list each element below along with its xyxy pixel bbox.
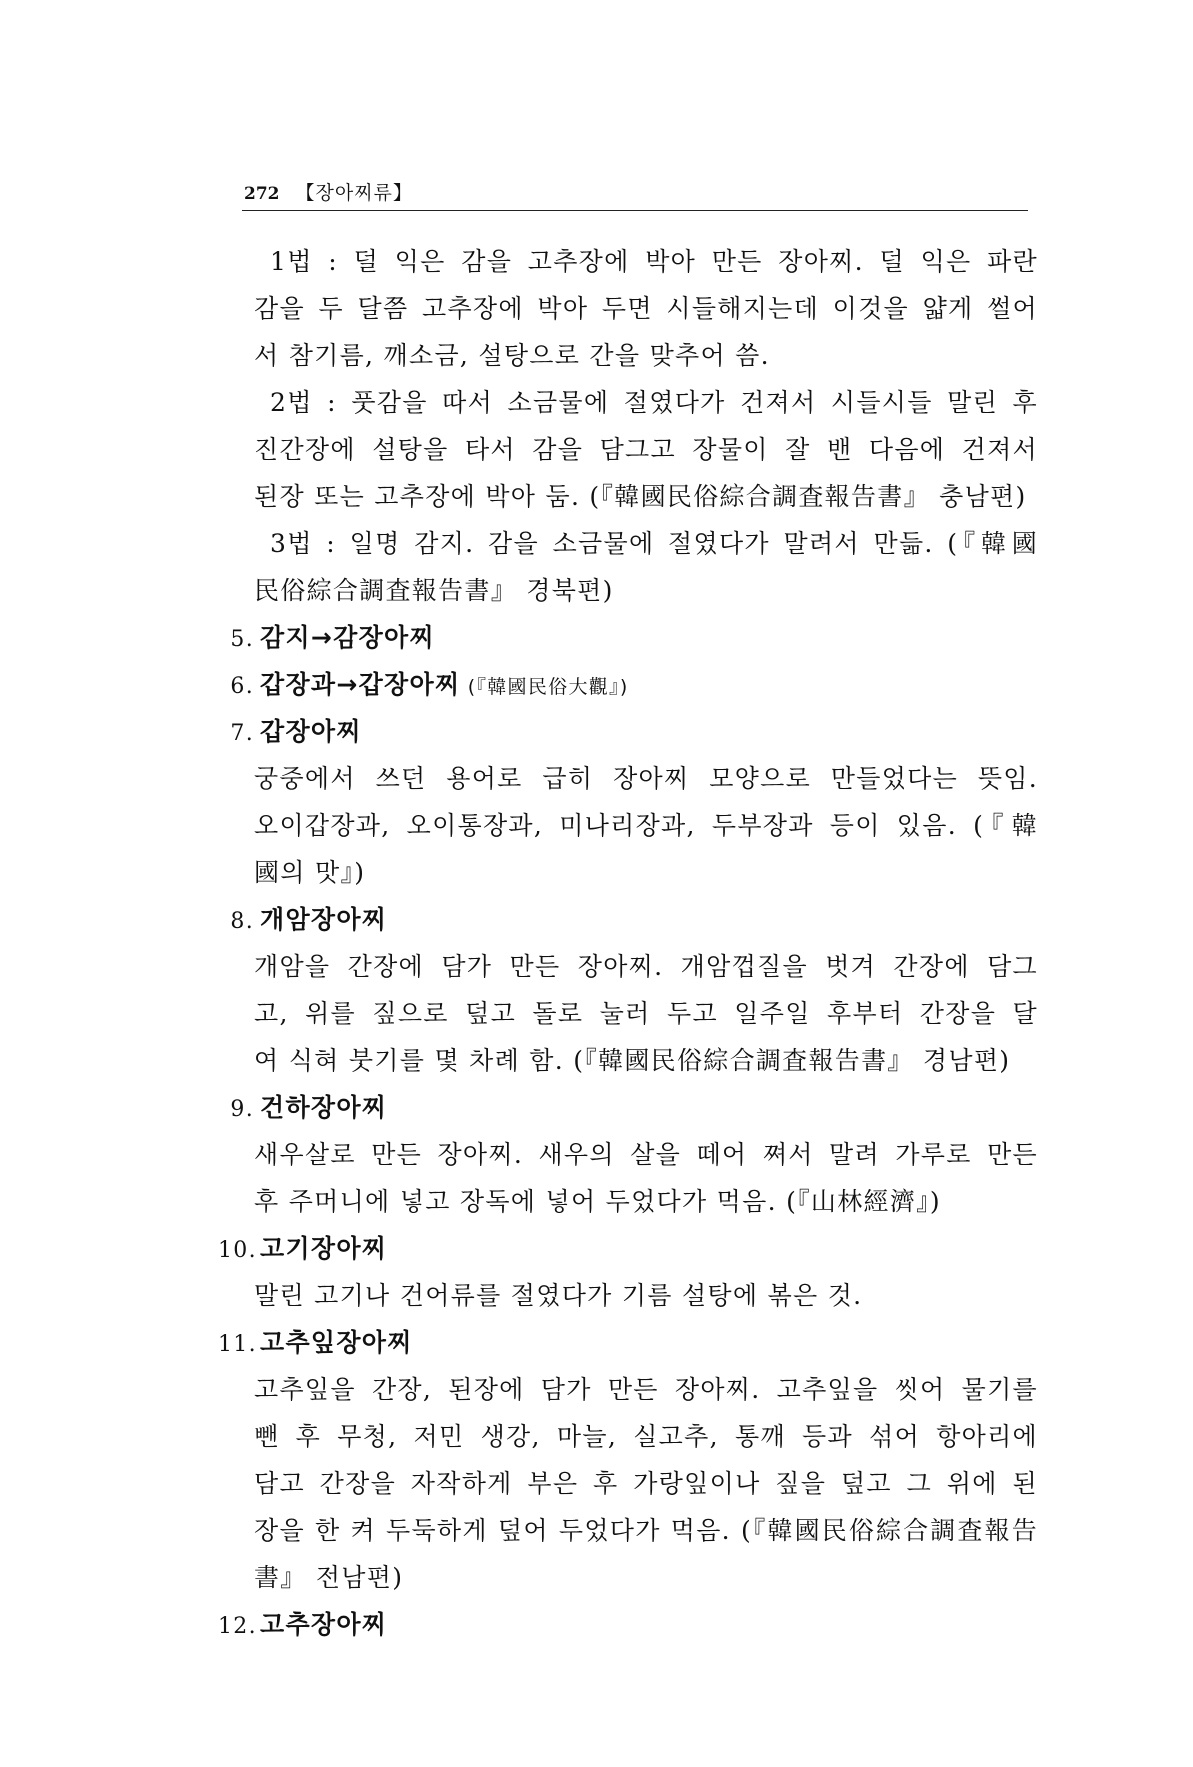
- page-number: 272: [244, 184, 280, 204]
- paragraph-first-line: 1법 : 덜 익은 감을 고추장에 박아 만든 장아찌. 덜 익은 파란: [270, 247, 1038, 276]
- paragraph-line: 民俗綜合調査報告書』 경북편): [254, 576, 614, 605]
- entry-heading: 갑장과→갑장아찌: [260, 670, 461, 699]
- entry-number: 11.: [218, 1332, 257, 1357]
- entry-heading-line: [218, 1601, 1038, 1648]
- paragraph-first-line: 2법 : 풋감을 따서 소금물에 절였다가 건져서 시들시들 말린 후: [270, 388, 1038, 417]
- paragraph-line: 진간장에 설탕을 타서 감을 담그고 장물이 잘 밴 다음에 건져서: [254, 435, 1038, 464]
- entry-heading-line: [218, 1319, 1038, 1366]
- entry-heading-line: [218, 708, 1038, 755]
- paragraph-line: 여 식혀 붓기를 몇 차례 함. (『韓國民俗綜合調査報告書』 경남편): [254, 1046, 1011, 1075]
- paragraph-line: 國의 맛』): [254, 858, 366, 887]
- header-rule: [242, 210, 1028, 211]
- entry-number: 8.: [230, 909, 254, 934]
- paragraph-line: 감을 두 달쯤 고추장에 박아 두면 시들해지는데 이것을 얇게 썰어: [254, 294, 1038, 323]
- entry-number: 5.: [230, 627, 254, 652]
- paragraph-line: 된장 또는 고추장에 박아 둠. (『韓國民俗綜合調査報告書』 충남편): [254, 482, 1027, 511]
- entry-heading: 고추장아찌: [260, 1610, 388, 1639]
- entry-heading-line: [218, 614, 1038, 661]
- paragraph-line: 뺀 후 무청, 저민 생강, 마늘, 실고추, 통깨 등과 섞어 항아리에: [254, 1422, 1038, 1451]
- entry-heading: 고기장아찌: [260, 1234, 388, 1263]
- paragraph-line: 고, 위를 짚으로 덮고 돌로 눌러 두고 일주일 후부터 간장을 달: [254, 999, 1038, 1028]
- entry-heading-line: [218, 661, 1038, 708]
- entry-number: 9.: [230, 1097, 254, 1122]
- entry-heading-line: [218, 1084, 1038, 1131]
- entry-heading: 감지→감장아찌: [260, 623, 435, 652]
- entry-heading: 갑장아찌: [260, 717, 362, 746]
- entry-number: 6.: [230, 674, 254, 699]
- paragraph-line: 書』 전남편): [254, 1563, 404, 1592]
- entry-number: 12.: [218, 1614, 257, 1639]
- paragraph-line: 오이갑장과, 오이통장과, 미나리장과, 두부장과 등이 있음. (『韓: [254, 811, 1038, 840]
- entry-citation: (『韓國民俗大觀』): [460, 676, 629, 698]
- paragraph-line: 담고 간장을 자작하게 부은 후 가랑잎이나 짚을 덮고 그 위에 된: [254, 1469, 1038, 1498]
- entry-heading: 건하장아찌: [260, 1093, 388, 1122]
- paragraph-line: 개암을 간장에 담가 만든 장아찌. 개암껍질을 벗겨 간장에 담그: [254, 952, 1038, 981]
- body-text: [218, 238, 1038, 1648]
- paragraph-first-line: 3법 : 일명 감지. 감을 소금물에 절였다가 말려서 만듦. (『韓國: [270, 529, 1038, 558]
- entry-number: 7.: [230, 721, 254, 746]
- page-header: [244, 178, 413, 212]
- paragraph-line: 새우살로 만든 장아찌. 새우의 살을 떼어 쪄서 말려 가루로 만든: [254, 1140, 1038, 1169]
- entry-heading-line: [218, 1225, 1038, 1272]
- entry-heading: 개암장아찌: [260, 905, 388, 934]
- paragraph-line: 장을 한 켜 두둑하게 덮어 두었다가 먹음. (『韓國民俗綜合調査報告: [254, 1516, 1038, 1545]
- paragraph-line: 서 참기름, 깨소금, 설탕으로 간을 맞추어 씀.: [254, 341, 770, 370]
- paragraph-line: 후 주머니에 넣고 장독에 넣어 두었다가 먹음. (『山林經濟』): [254, 1187, 941, 1216]
- entry-heading-line: [218, 896, 1038, 943]
- entry-heading: 고추잎장아찌: [260, 1328, 413, 1357]
- paragraph-line: 궁중에서 쓰던 용어로 급히 장아찌 모양으로 만들었다는 뜻임.: [254, 764, 1038, 793]
- paragraph-line: 말린 고기나 건어류를 절였다가 기름 설탕에 볶은 것.: [254, 1281, 863, 1310]
- paragraph-line: 고추잎을 간장, 된장에 담가 만든 장아찌. 고추잎을 씻어 물기를: [254, 1375, 1038, 1404]
- running-head: 【장아찌류】: [295, 182, 413, 204]
- entry-number: 10.: [218, 1238, 257, 1263]
